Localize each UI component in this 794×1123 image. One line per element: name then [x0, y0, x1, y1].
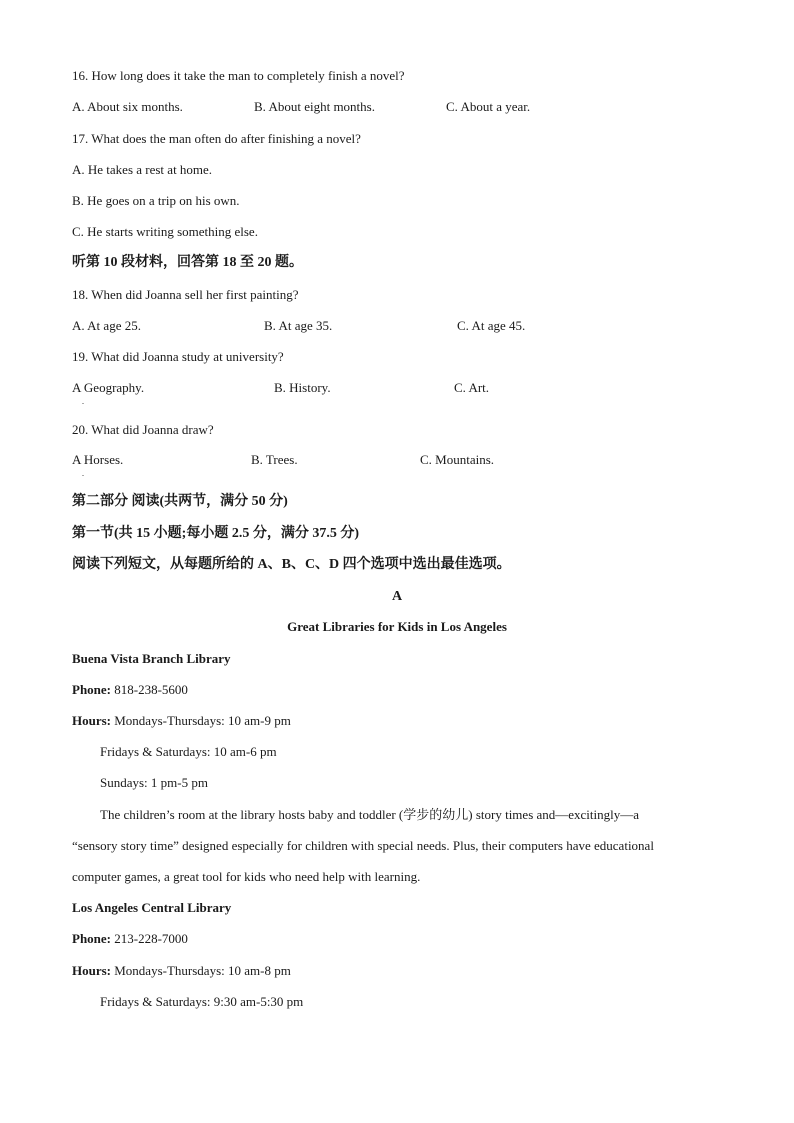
hours-label: Hours:: [72, 713, 111, 728]
question-19: 19. What did Joanna study at university?: [72, 349, 284, 364]
library-1-hours-line-2: Fridays & Saturdays: 10 am-6 pm: [100, 744, 277, 759]
q18-option-a: A. At age 25.: [72, 318, 141, 333]
q19-option-a: A Geography.: [72, 380, 145, 395]
q17-option-c: C. He starts writing something else.: [72, 224, 258, 239]
library-1-name: Buena Vista Branch Library: [72, 651, 231, 666]
q16-option-b: B. About eight months.: [254, 99, 375, 114]
question-20: 20. What did Joanna draw?: [72, 422, 214, 437]
hours-value: Mondays-Thursdays: 10 am-8 pm: [111, 963, 291, 978]
library-1-description-line-1: The children’s room at the library hosts baby and toddler (学步的幼儿) story times and—excitingly—a: [100, 807, 640, 822]
passage-title: Great Libraries for Kids in Los Angeles: [287, 619, 507, 634]
library-2-hours: [72, 963, 291, 979]
question-17: 17. What does the man often do after finishing a novel?: [72, 131, 361, 146]
q16-option-c: C. About a year.: [446, 99, 531, 114]
library-1-hours: [72, 713, 291, 729]
q19-option-b: B. History.: [274, 380, 331, 395]
question-16: 16. How long does it take the man to completely finish a novel?: [72, 68, 405, 83]
section-10-heading: 听第 10 段材料，回答第 18 至 20 题。: [72, 255, 303, 270]
library-1-phone: [72, 682, 188, 698]
passage-letter: A: [391, 589, 403, 604]
reading-instruction: 阅读下列短文，从每题所给的 A、B、C、D 四个选项中选出最佳选项。: [72, 557, 511, 572]
phone-value: 213-228-7000: [111, 931, 188, 946]
question-18: 18. When did Joanna sell her first painting?: [72, 287, 299, 302]
dot-mark: .: [82, 469, 84, 478]
part-2-title: 第二部分 阅读(共两节，满分 50 分): [72, 494, 288, 509]
library-1-description-line-3: computer games, a great tool for kids who need help with learning.: [72, 869, 421, 884]
q18-option-c: C. At age 45.: [457, 318, 526, 333]
phone-label: Phone:: [72, 682, 111, 697]
q18-option-b: B. At age 35.: [264, 318, 333, 333]
q17-option-a: A. He takes a rest at home.: [72, 162, 213, 177]
phone-value: 818-238-5600: [111, 682, 188, 697]
q20-option-b: B. Trees.: [251, 452, 298, 467]
hours-value: Mondays-Thursdays: 10 am-9 pm: [111, 713, 291, 728]
library-1-hours-line-3: Sundays: 1 pm-5 pm: [100, 775, 208, 790]
q17-option-b: B. He goes on a trip on his own.: [72, 193, 240, 208]
library-2-hours-line-2: Fridays & Saturdays: 9:30 am-5:30 pm: [100, 994, 304, 1009]
q16-option-a: A. About six months.: [72, 99, 183, 114]
phone-label: Phone:: [72, 931, 111, 946]
q20-option-c: C. Mountains.: [420, 452, 495, 467]
library-1-description-line-2: “sensory story time” designed especially for children with special needs. Plus, their computers have educational: [72, 838, 654, 853]
hours-label: Hours:: [72, 963, 111, 978]
q20-option-a: A Horses.: [72, 452, 124, 467]
library-2-phone: [72, 931, 188, 947]
dot-mark: .: [82, 397, 84, 406]
q19-option-c: C. Art.: [454, 380, 490, 395]
library-2-name: Los Angeles Central Library: [72, 900, 232, 915]
section-1-title: 第一节(共 15 小题;每小题 2.5 分，满分 37.5 分): [72, 526, 359, 541]
